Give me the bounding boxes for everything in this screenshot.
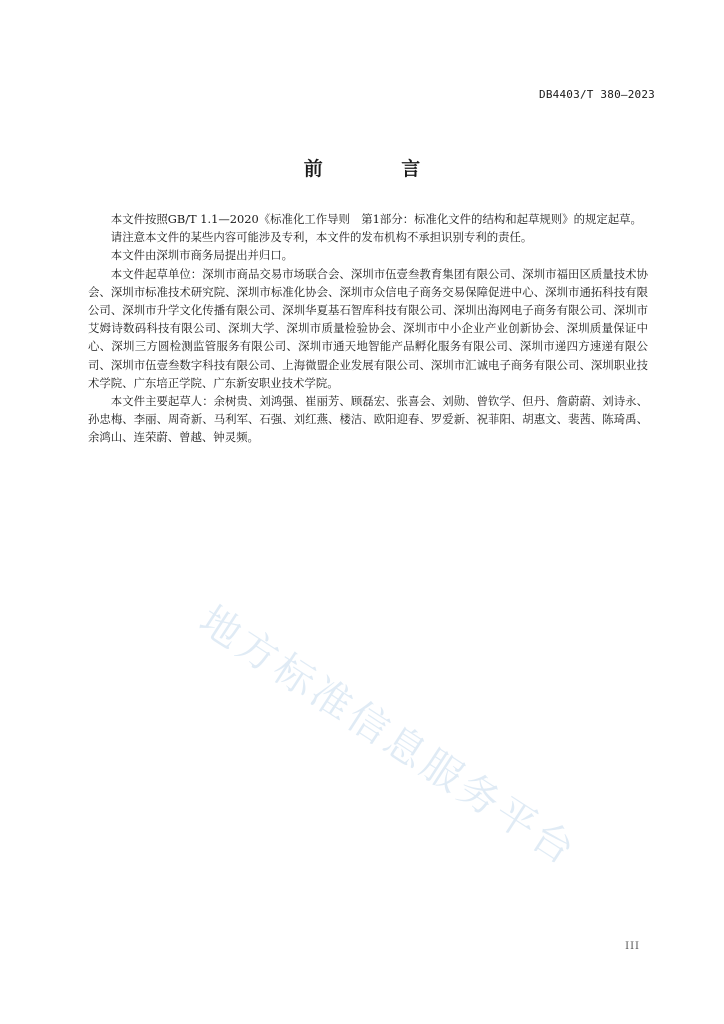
page-title: 前 言 xyxy=(303,158,457,180)
document-code: DB4403/T 380—2023 xyxy=(539,88,655,101)
paragraph-drafting-units: 本文件起草单位：深圳市商品交易市场联合会、深圳市伍壹叁教育集团有限公司、深圳市福田区质量技术协会、深圳市标准技术研究院、深圳市标准化协会、深圳市众信电子商务交易保障促进中心、深圳市通拓科技有限公司、深圳市升学文化传播有限公司、深圳华夏基石智库科技有限公司、深圳出海网电子商务有限公司、深圳市艾姆诗数码科技有限公司、深圳大学、深圳市质量检验协会、深圳市中小企业产业创新协会、深圳质量保证中心、深圳三方圆检测监管服务有限公司、深圳市通天地智能产品孵化服务有限公司、深圳市递四方速递有限公司、深圳市伍壹叁数字科技有限公司、上海微盟企业发展有限公司、深圳市汇诚电子商务有限公司、深圳职业技术学院、广东培正学院、广东新安职业技术学院。 xyxy=(88,266,648,390)
paragraph-drafters: 本文件主要起草人：余树贵、刘鸿强、崔丽芳、顾磊宏、张喜会、刘勋、曾钦学、但丹、詹蔚蔚、刘诗永、孙忠梅、李丽、周奇新、马利军、石强、刘红燕、楼洁、欧阳迎春、罗爱新、祝菲阳、胡惠文、裴茜、陈琦禹、余鸿山、连荣蔚、曾越、钟灵频。 xyxy=(88,394,648,445)
page-number: III xyxy=(625,941,640,952)
watermark: 地方标准信息服务平台 xyxy=(191,597,586,876)
paragraph-drafting-rules: 本文件按照GB/T 1.1—2020《标准化工作导则 第1部分：标准化文件的结构和起草规则》的规定起草。 xyxy=(110,212,642,226)
paragraph-proposer: 本文件由深圳市商务局提出并归口。 xyxy=(110,248,294,263)
foreword-body xyxy=(88,210,648,447)
paragraph-patent-notice: 请注意本文件的某些内容可能涉及专利，本文件的发布机构不承担识别专利的责任。 xyxy=(110,230,533,245)
